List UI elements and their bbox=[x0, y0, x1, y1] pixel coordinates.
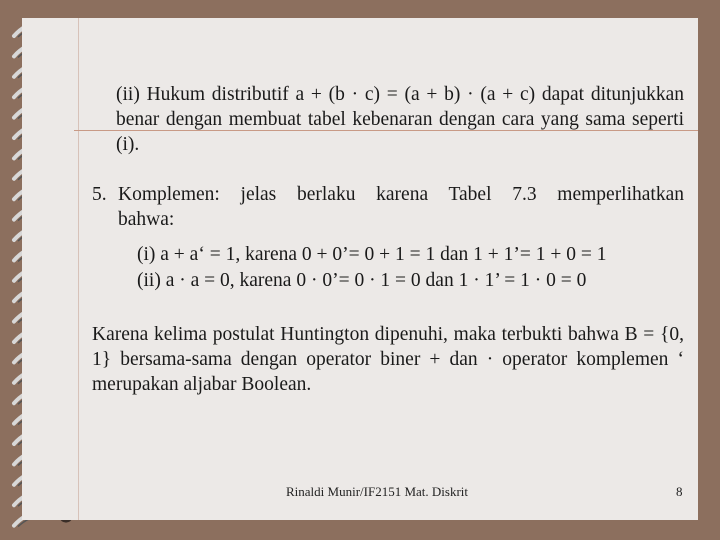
paragraph-distributive-law: (ii) Hukum distributif a + (b · c) = (a + b) · (a + c) dapat ditunjukkan benar dengan membuat tabel kebenaran dengan cara yang sama seperti (i). bbox=[116, 84, 684, 155]
subitem-ii: (ii) a · a = 0, karena 0 · 0’= 0 · 1 = 0 dan 1 · 1’ = 1 · 0 = 0 bbox=[137, 270, 587, 291]
paragraph-conclusion: Karena kelima postulat Huntington dipenuhi, maka terbukti bahwa B = {0, 1} bersama-sama dengan operator biner + dan · operator komplemen ‘ merupakan aljabar Boolean. bbox=[92, 324, 684, 395]
item-number: 5. bbox=[92, 184, 107, 205]
item-5-line2: bahwa: bbox=[118, 209, 175, 230]
footer-author: Rinaldi Munir/IF2151 Mat. Diskrit bbox=[286, 484, 468, 499]
subitem-i: (i) a + a‘ = 1, karena 0 + 0’= 0 + 1 = 1 dan 1 + 1’= 1 + 0 = 1 bbox=[137, 244, 607, 265]
page-number: 8 bbox=[676, 484, 683, 499]
item-5-complement bbox=[92, 182, 684, 232]
margin-line bbox=[78, 18, 79, 520]
item-5-line1: Komplemen: jelas berlaku karena Tabel 7.3 memperlihatkan bbox=[118, 184, 684, 205]
